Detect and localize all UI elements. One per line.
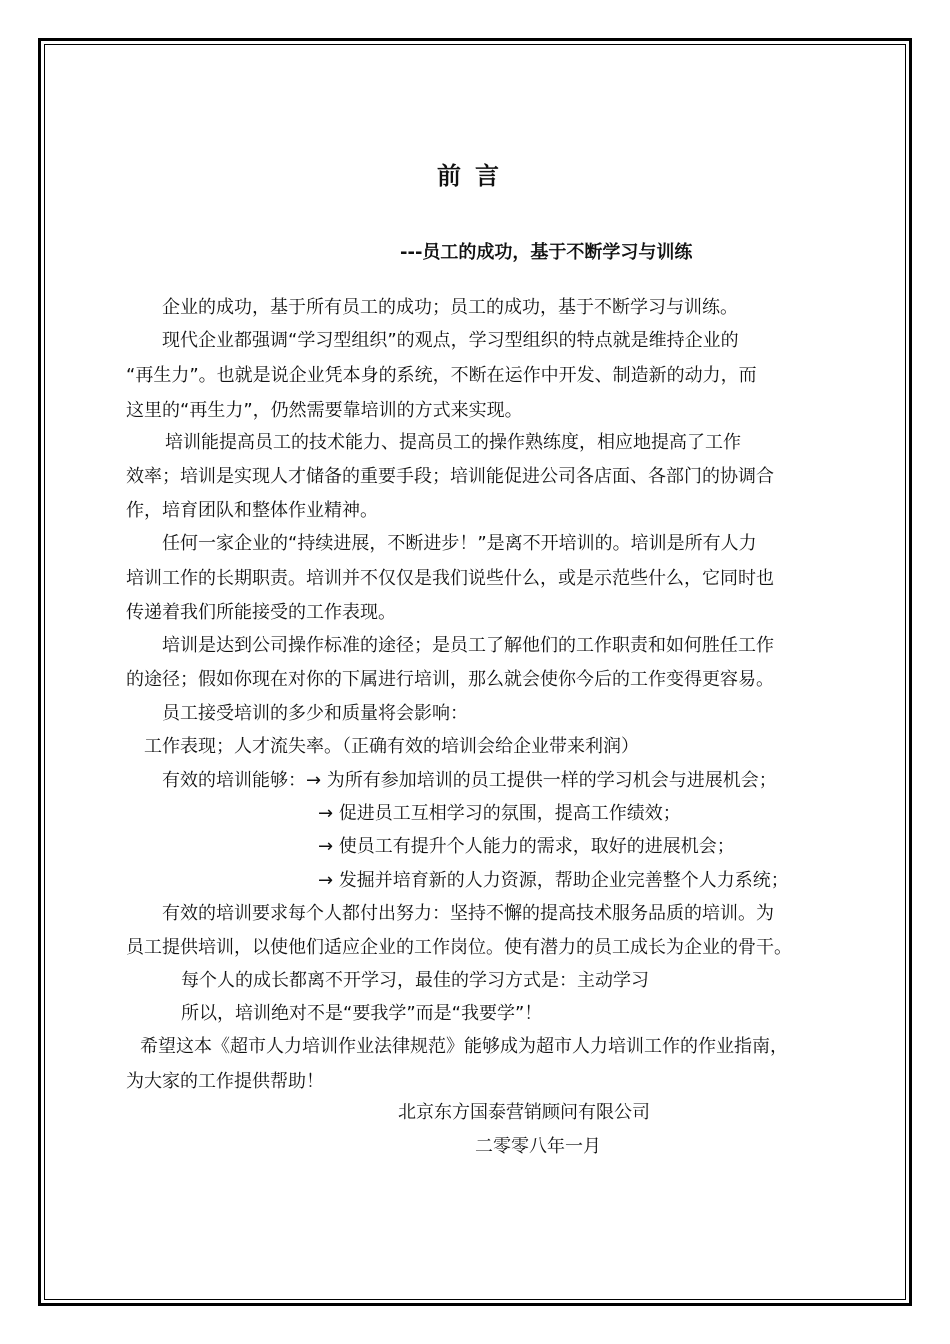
list-item: → 使员工有提升个人能力的需求，取好的进展机会； [318,836,735,857]
list-item: → 发掘并培育新的人力资源，帮助企业完善整个人力系统； [318,870,789,891]
list-intro-line: 有效的培训能够：→ 为所有参加培训的员工提供一样的学习机会与进展机会； [162,770,777,791]
paragraph-line: 现代企业都强调“学习型组织”的观点，学习型组织的特点就是维持企业的 [162,330,739,351]
paragraph-line: 企业的成功，基于所有员工的成功；员工的成功，基于不断学习与训练。 [162,297,738,318]
paragraph-line: 每个人的成长都离不开学习，最佳的学习方式是：主动学习 [181,970,649,991]
paragraph-line: “再生力”。也就是说企业凭本身的系统，不断在运作中开发、制造新的动力，而 [126,365,757,386]
paragraph-line: 所以，培训绝对不是“要我学”而是“我要学”！ [181,1003,543,1024]
paragraph-line: 培训工作的长期职责。培训并不仅仅是我们说些什么，或是示范些什么，它同时也 [126,568,774,589]
paragraph-line: 培训是达到公司操作标准的途径；是员工了解他们的工作职责和如何胜任工作 [162,635,774,656]
paragraph-line: 这里的“再生力”，仍然需要靠培训的方式来实现。 [126,400,523,421]
document-title: 前言 [437,162,513,190]
paragraph-line: 希望这本《超市人力培训作业法律规范》能够成为超市人力培训工作的作业指南， [140,1036,788,1057]
list-item: → 促进员工互相学习的氛围，提高工作绩效； [318,803,681,824]
paragraph-line: 的途径；假如你现在对你的下属进行培训，那么就会使你今后的工作变得更容易。 [126,669,774,690]
paragraph-line: 工作表现；人才流失率。（正确有效的培训会给企业带来利润） [144,736,639,757]
company-name: 北京东方国泰营销顾问有限公司 [398,1102,650,1123]
document-date: 二零零八年一月 [475,1136,601,1157]
paragraph-line: 员工接受培训的多少和质量将会影响： [162,703,468,724]
paragraph-line: 传递着我们所能接受的工作表现。 [126,602,396,623]
paragraph-line: 有效的培训要求每个人都付出努力：坚持不懈的提高技术服务品质的培训。为 [162,903,774,924]
paragraph-line: 为大家的工作提供帮助！ [126,1071,324,1092]
paragraph-line: 效率；培训是实现人才储备的重要手段；培训能促进公司各店面、各部门的协调合 [126,466,774,487]
paragraph-line: 员工提供培训，以使他们适应企业的工作岗位。使有潜力的员工成长为企业的骨干。 [126,937,792,958]
paragraph-line: 培训能提高员工的技术能力、提高员工的操作熟练度，相应地提高了工作 [165,432,741,453]
paragraph-line: 作，培育团队和整体作业精神。 [126,500,378,521]
paragraph-line: 任何一家企业的“持续进展，不断进步！”是离不开培训的。培训是所有人力 [162,533,757,554]
document-subtitle: ---员工的成功，基于不断学习与训练 [400,242,693,263]
